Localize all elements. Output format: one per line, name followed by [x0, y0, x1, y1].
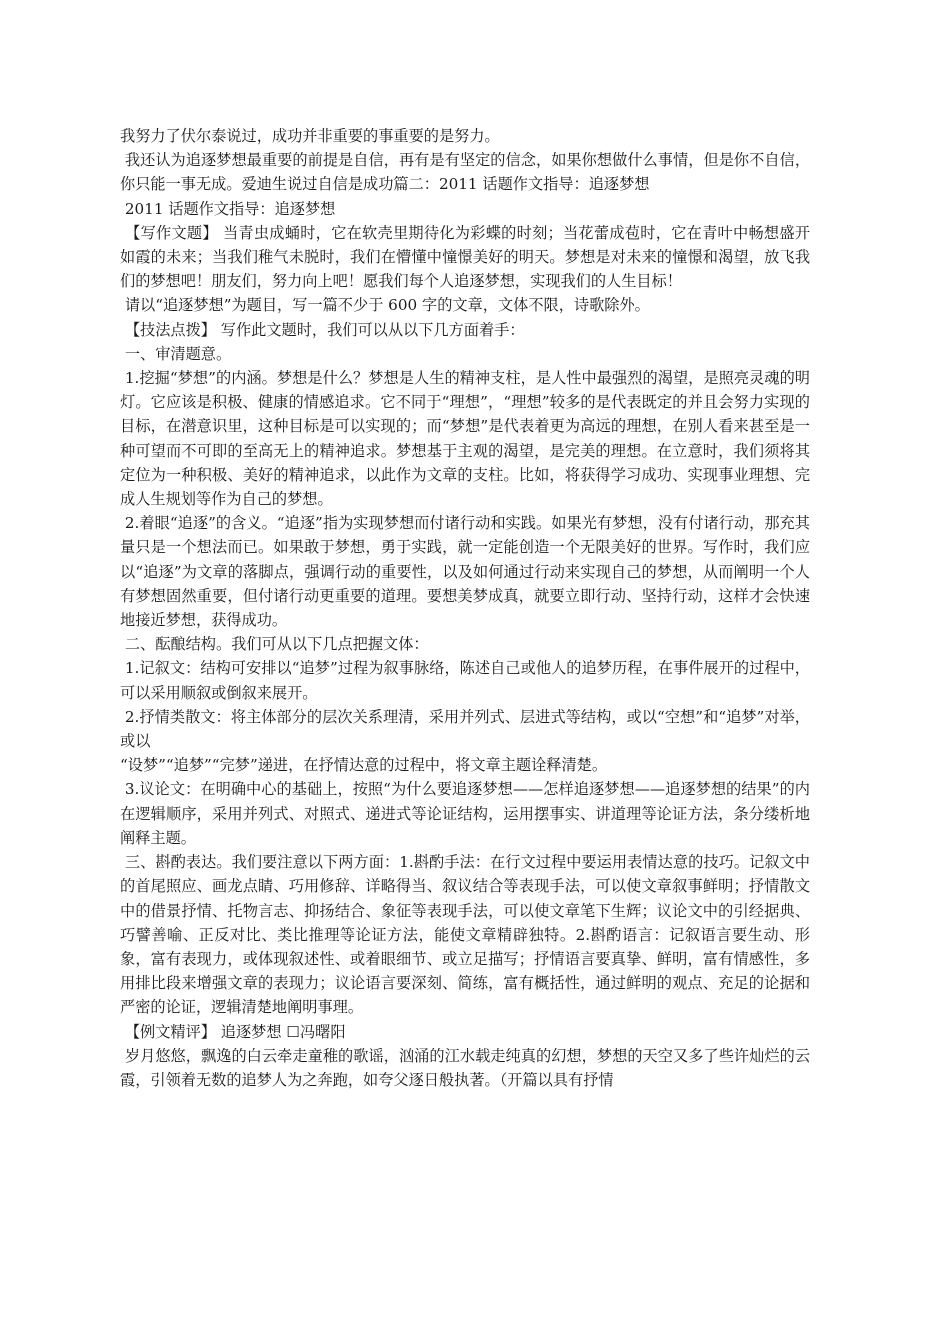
paragraph-17: 岁月悠悠，飘逸的白云牵走童稚的歌谣，汹涌的江水载走纯真的幻想，梦想的天空又多了些许灿烂的云霞，引领着无数的追梦人为之奔跑，如夸父逐日般执著。（开篇以具有抒情 [120, 1046, 811, 1089]
paragraph-1: 我努力了伏尔泰说过，成功并非重要的事重要的是努力。 [120, 127, 500, 145]
paragraph-9: 2.着眼“追逐”的含义。“追逐”指为实现梦想而付诸行动和实践。如果光有梦想，没有付诸行动，那充其量只是一个想法而已。如果敢于梦想，勇于实践，就一定能创造一个无限美好的世界。写作时，我们应以“追逐”为文章的落脚点，强调行动的重要性，以及如何通过行动来实现自己的梦想，从而阐明一个人有梦想固然重要，但付诸行动更重要的道理。要想美梦成真，就要立即行动、坚持行动，这样才会快速地接近梦想，获得成功。 [120, 514, 810, 630]
paragraph-6: 【技法点拨】 写作此文题时，我们可以从以下几方面着手： [120, 320, 525, 339]
paragraph-2: 我还认为追逐梦想最重要的前提是自信，再有是有坚定的信念，如果你想做什么事情，但是你不自信，你只能一事无成。爱迪生说过自信是成功篇二：2011 话题作文指导：追逐梦想 [120, 151, 811, 194]
document-body [120, 124, 810, 1092]
paragraph-10: 二、酝酿结构。我们可从以下几点把握文体： [120, 635, 429, 654]
paragraph-14: 3.议论文：在明确中心的基础上，按照“为什么要追逐梦想——怎样追逐梦想——追逐梦想的结果”的内在逻辑顺序，采用并列式、对照式、递进式等论证结构，运用摆事实、讲道理等论证方法，条分缕析地阐释主题。 [120, 780, 810, 847]
paragraph-13: “设梦”“追梦”“完梦”递进，在抒情达意的过程中，将文章主题诠释清楚。 [120, 756, 608, 775]
paragraph-3: 2011 话题作文指导：追逐梦想 [120, 199, 336, 218]
paragraph-7: 一、审清题意。 [120, 344, 232, 363]
paragraph-16: 【例文精评】 追逐梦想 ☐冯曙阳 [120, 1022, 346, 1041]
paragraph-12: 2.抒情类散文：将主体部分的层次关系理清，采用并列式、层进式等结构，或以“空想”和“追梦”对举，或以 [120, 707, 810, 751]
paragraph-5: 请以“追逐梦想”为题目，写一篇不少于 600 字的文章，文体不限，诗歌除外。 [120, 296, 650, 315]
paragraph-4: 【写作文题】 当青虫成蛹时，它在软壳里期待化为彩蝶的时刻；当花蕾成苞时，它在青叶中畅想盛开如霞的未来；当我们稚气未脱时，我们在懵懂中憧憬美好的明天。梦想是对未来的憧憬和渴望，放飞我们的梦想吧！朋友们，努力向上吧！愿我们每个人追逐梦想，实现我们的人生目标！ [120, 223, 811, 291]
paragraph-11: 1.记叙文：结构可安排以“追梦”过程为叙事脉络，陈述自己或他人的追梦历程，在事件展开的过程中，可以采用顺叙或倒叙来展开。 [120, 659, 810, 702]
paragraph-15: 三、斟酌表达。我们要注意以下两方面：1.斟酌手法：在行文过程中要运用表情达意的技巧。记叙文中的首尾照应、画龙点睛、巧用修辞、详略得当、叙议结合等表现手法，可以使文章叙事鲜明；抒情散文中的借景抒情、托物言志、抑扬结合、象征等表现手法，可以使文章笔下生辉；议论文中的引经据典、巧譬善喻、正反对比、类比推理等论证方法，能使文章精辟独特。2.斟酌语言：记叙语言要生动、形象，富有表现力，或体现叙述性、或着眼细节、或立足描写；抒情语言要真挚、鲜明，富有情感性，多用排比段来增强文章的表现力；议论语言要深刻、简练，富有概括性，通过鲜明的观点、充足的论据和严密的论证，逻辑清楚地阐明事理。 [120, 853, 810, 1017]
paragraph-8: 1.挖掘“梦想”的内涵。梦想是什么？梦想是人生的精神支柱，是人性中最强烈的渴望，是照亮灵魂的明灯。它应该是积极、健康的情感追求。它不同于“理想”，“理想”较多的是代表既定的并且会努力实现的目标，在潜意识里，这种目标是可以实现的；而“梦想”是代表着更为高远的理想，在别人看来甚至是一种可望而不可即的至高无上的精神追求。梦想基于主观的渴望，是完美的理想。在立意时，我们须将其定位为一种积极、美好的精神追求，以此作为文章的支柱。比如，将获得学习成功、实现事业理想、完成人生规划等作为自己的梦想。 [120, 369, 810, 509]
